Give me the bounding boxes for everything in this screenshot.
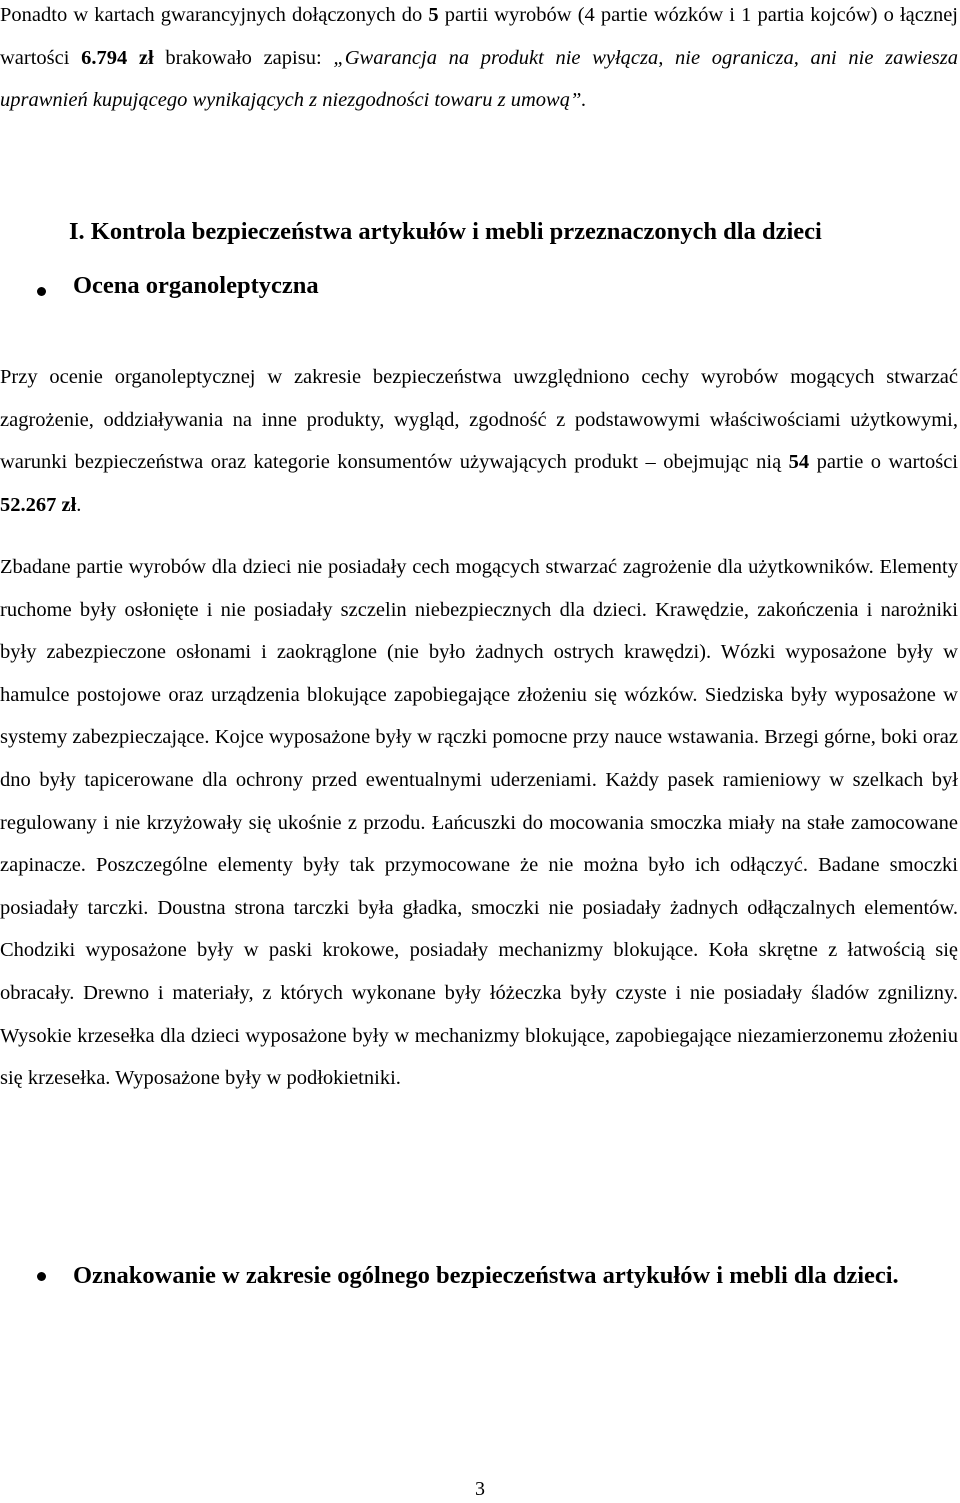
intro-quote: „Gwarancja na produkt nie wyłącza, nie ogranicza, ani nie zawiesza uprawnień kupującego wynikających z niezgodności towaru z umową”. [0, 46, 959, 112]
p1-text-1: Przy ocenie organoleptycznej w zakresie bezpieczeństwa uwzględniono cechy wyrobów mogących stwarzać zagrożenie, oddziaływania na inne produkty, wygląd, zgodność z podstawowymi właściwościami użytkowymi, warunki bezpieczeństwa oraz kategorie konsumentów używających produkt – obejmując nią [0, 366, 958, 474]
paragraph-assessment [0, 356, 958, 526]
page-number: 3 [475, 1478, 485, 1500]
intro-paragraph [0, 0, 958, 122]
intro-text-3: brakowało zapisu: [153, 46, 334, 69]
intro-text-1: Ponadto w kartach gwarancyjnych dołączonych do [0, 4, 429, 26]
intro-count: 5 [428, 4, 439, 26]
paragraph-findings: Zbadane partie wyrobów dla dzieci nie posiadały cech mogących stwarzać zagrożenie dla użytkowników. Elementy ruchome były osłonięte i nie posiadały szczelin niebezpiecznych dla dzieci. Krawędzie, zakończenia i narożniki były zabezpieczone osłonami i zaokrąglone (nie było żadnych ostrych krawędzi). Wózki wyposażone były w hamulce postojowe oraz urządzenia blokujące zapobiegające złożeniu się wózków. Siedziska były wyposażone w systemy zabezpieczające. Kojce wyposażone były w rączki pomocne przy nauce wstawania. Brzegi górne, boki oraz dno były tapicerowane dla ochrony przed ewentualnymi uderzeniami. Każdy pasek ramieniowy w szelkach był regulowany i nie krzyżowały się ukośnie z przodu. Łańcuszki do mocowania smoczka miały na stałe zamocowane zapinacze. Poszczególne elementy były tak przymocowane że nie można było ich odłączyć. Badane smoczki posiadały tarczki. Doustna strona tarczki była gładka, smoczki nie posiadały żadnych odłączalnych elementów. Chodziki wyposażone były w paski krokowe, posiadały mechanizmy blokujące. Koła skrętne z łatwością się obracały. Drewno i materiały, z których wykonane były łóżeczka były czyste i nie posiadały śladów zgnilizny. Wysokie krzesełka dla dzieci wyposażone były w mechanizmy blokujące, zapobiegające niezamierzonemu złożeniu się krzesełka. Wyposażone były w podłokietniki. [0, 556, 958, 1090]
p1-text-2: partie o wartości [809, 451, 958, 474]
intro-value: 6.794 zł [81, 46, 154, 69]
p1-text-3: . [76, 493, 82, 516]
bullet-icon [37, 1272, 46, 1281]
section-heading: I. Kontrola bezpieczeństwa artykułów i mebli przeznaczonych dla dzieci [69, 218, 822, 245]
p1-count: 54 [788, 451, 810, 474]
subheading-text: Ocena organoleptyczna [73, 272, 319, 299]
p1-value: 52.267 zł [0, 493, 77, 516]
labeling-heading: Oznakowanie w zakresie ogólnego bezpieczeństwa artykułów i mebli dla dzieci. [73, 1262, 899, 1289]
intro-text-2: partii wyrobów (4 partie wózków i 1 partia kojców) o łącznej wartości [0, 4, 958, 69]
bullet-icon [37, 287, 46, 296]
